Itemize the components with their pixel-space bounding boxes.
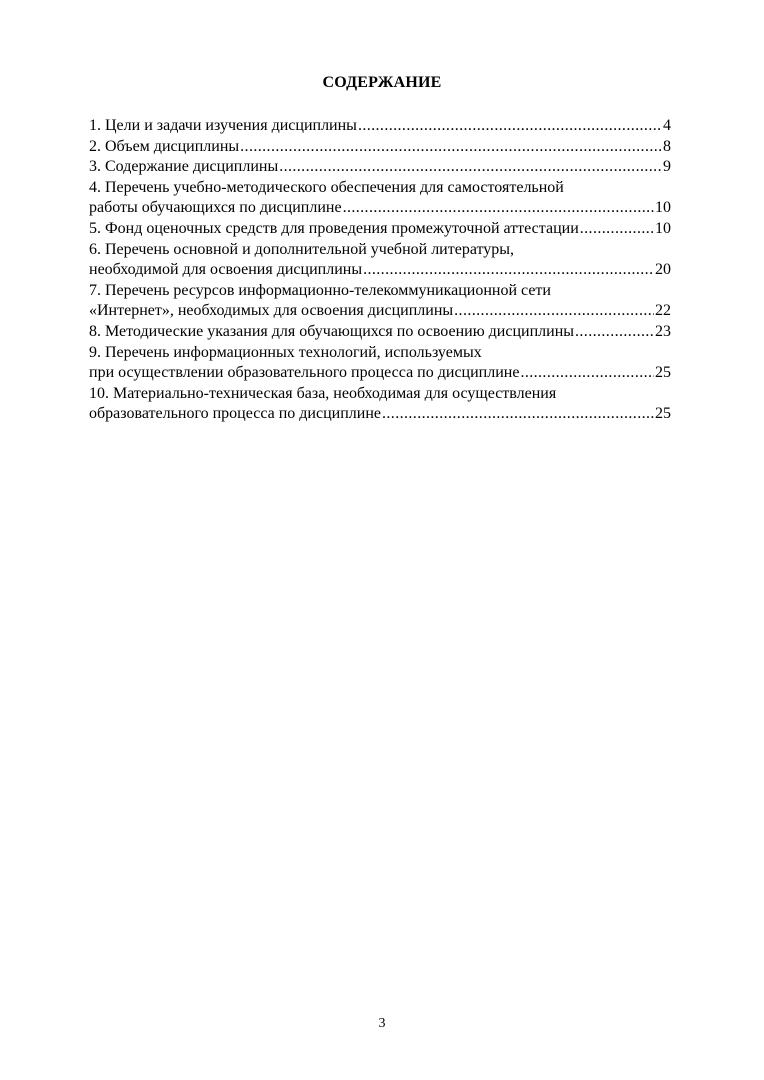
toc-entry-10[interactable]: [89, 384, 671, 425]
toc-entry-text-continued: при осуществлении образовательного процесса по дисциплине: [89, 364, 520, 382]
toc-entry-text: 1. Цели и задачи изучения дисциплины: [89, 117, 357, 134]
toc-entry-page: 9: [663, 158, 671, 176]
dot-leader: [358, 116, 662, 137]
toc-entry-4[interactable]: [89, 178, 671, 219]
toc-entry-page: 22: [655, 302, 671, 320]
toc-entry-page: 10: [655, 199, 671, 217]
toc-entry-text: 3. Содержание дисциплины: [89, 158, 279, 176]
toc-entry-7[interactable]: [89, 281, 671, 322]
toc-entry-page: 23: [655, 322, 671, 340]
toc-entry-1[interactable]: [89, 116, 671, 137]
toc-entry-page: 25: [655, 364, 671, 382]
page-number: 3: [378, 1016, 386, 1031]
toc-entry-2[interactable]: [89, 137, 671, 158]
dot-leader: [454, 301, 654, 322]
toc-entry-5[interactable]: [89, 219, 671, 240]
toc-entry-text: 2. Объем дисциплины: [89, 137, 240, 155]
table-of-contents: [89, 116, 671, 425]
toc-entry-text: 8. Методические указания для обучающихся по освоению дисциплины: [89, 322, 574, 340]
dot-leader: [382, 404, 654, 425]
toc-entry-page: 10: [655, 219, 671, 237]
toc-entry-text: 6. Перечень основной и дополнительной учебной литературы,: [89, 240, 515, 258]
toc-entry-text: 10. Материально-техническая база, необходимая для осуществления: [89, 384, 557, 402]
toc-title: СОДЕРЖАНИЕ: [322, 74, 442, 91]
toc-entry-page: 20: [655, 261, 671, 279]
toc-entry-page: 4: [663, 117, 671, 134]
dot-leader: [279, 157, 662, 178]
toc-entry-text-continued: «Интернет», необходимых для освоения дисциплины: [89, 302, 454, 320]
toc-entry-text: 7. Перечень ресурсов информационно-телекоммуникационной сети: [89, 281, 551, 299]
toc-entry-text-continued: работы обучающихся по дисциплине: [89, 199, 342, 217]
toc-entry-page: 25: [655, 405, 671, 423]
toc-entry-text: 4. Перечень учебно-методического обеспечения для самостоятельной: [89, 178, 564, 196]
toc-entry-text: 5. Фонд оценочных средств для проведения промежуточной аттестации: [89, 219, 579, 237]
toc-entry-3[interactable]: [89, 157, 671, 178]
toc-entry-page: 8: [663, 137, 671, 155]
toc-entry-9[interactable]: [89, 343, 671, 384]
toc-entry-text-continued: образовательного процесса по дисциплине: [89, 405, 381, 423]
dot-leader: [575, 322, 654, 343]
dot-leader: [343, 198, 654, 219]
dot-leader: [363, 260, 654, 281]
toc-entry-text: 9. Перечень информационных технологий, используемых: [89, 343, 482, 361]
dot-leader: [240, 137, 662, 158]
toc-entry-8[interactable]: [89, 322, 671, 343]
toc-entry-text-continued: необходимой для освоения дисциплины: [89, 261, 363, 279]
dot-leader: [520, 363, 654, 384]
toc-entry-6[interactable]: [89, 240, 671, 281]
dot-leader: [580, 219, 654, 240]
